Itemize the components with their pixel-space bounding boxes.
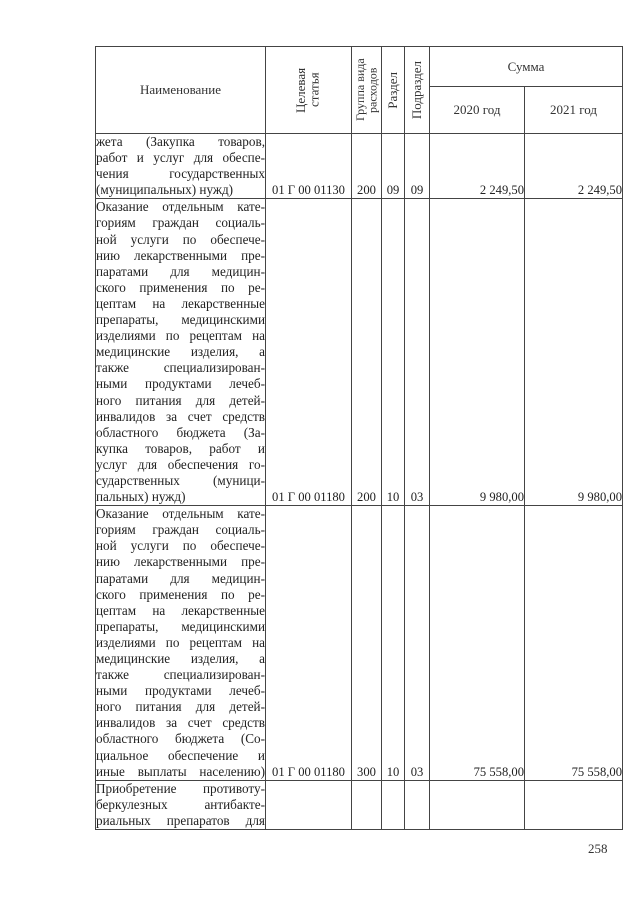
name-line: медицинские изделия, а <box>96 651 265 666</box>
row-sum-2020: 75 558,00 <box>430 506 525 781</box>
row-sum-2020: 2 249,50 <box>430 134 525 199</box>
row-group <box>352 780 382 829</box>
name-line: чения государственных <box>96 166 265 182</box>
name-line: препараты, медицинскими <box>96 618 265 634</box>
header-subsection-label: Подраздел <box>409 60 425 120</box>
row-article: 01 Г 00 01180 <box>266 506 352 781</box>
row-sum-2021 <box>525 780 623 829</box>
name-line: услуг для обеспечения го- <box>96 456 265 472</box>
row-name <box>96 199 266 506</box>
page-number: 258 <box>588 841 608 856</box>
row-article: 01 Г 00 01130 <box>266 134 352 199</box>
name-line: цептам на лекарственные <box>96 602 265 618</box>
name-line: инвалидов за счет средств <box>96 715 265 731</box>
name-line: ского применения по ре- <box>96 586 265 602</box>
row-section: 09 <box>382 134 405 199</box>
name-line: циальное обеспечение и <box>96 747 265 763</box>
name-line: областного бюджета (За- <box>96 424 265 440</box>
name-line: беркулезных антибакте- <box>96 796 265 812</box>
header-year-2021: 2021 год <box>525 87 623 134</box>
name-line: пальных) нужд) <box>96 489 186 505</box>
name-line: нию лекарственными пре- <box>96 247 265 263</box>
name-line: ными продуктами лечеб- <box>96 683 265 699</box>
name-line: также специализирован- <box>96 360 265 376</box>
row-sum-2021: 9 980,00 <box>525 199 623 506</box>
table-row <box>96 506 623 781</box>
table-row <box>96 199 623 506</box>
row-article <box>266 780 352 829</box>
row-section: 10 <box>382 506 405 781</box>
name-line: иные выплаты населению) <box>96 763 265 779</box>
name-line: Оказание отдельным кате- <box>96 199 265 215</box>
name-line: цептам на лекарственные <box>96 295 265 311</box>
header-group-label: Группа вида расходов <box>352 58 380 122</box>
name-line: областного бюджета (Со- <box>96 731 265 747</box>
header-year-2020: 2020 год <box>430 87 525 134</box>
name-line: риальных препаратов для <box>96 812 265 828</box>
name-line: препараты, медицинскими <box>96 312 265 328</box>
row-article: 01 Г 00 01180 <box>266 199 352 506</box>
name-line: медицинские изделия, а <box>96 344 265 360</box>
name-line: работ и услуг для обеспе- <box>96 150 265 166</box>
header-subsection <box>405 47 430 134</box>
table-row <box>96 780 623 829</box>
name-line: купка товаров, работ и <box>96 440 265 456</box>
budget-table <box>95 46 623 830</box>
row-subsection <box>405 780 430 829</box>
row-section <box>382 780 405 829</box>
name-line: ными продуктами лечеб- <box>96 376 265 392</box>
row-subsection: 03 <box>405 199 430 506</box>
row-section: 10 <box>382 199 405 506</box>
row-sum-2020: 9 980,00 <box>430 199 525 506</box>
row-name <box>96 780 266 829</box>
name-line: гориям граждан социаль- <box>96 522 265 538</box>
name-line: паратами для медицин- <box>96 263 265 279</box>
row-name <box>96 506 266 781</box>
header-sum: Сумма <box>430 47 623 87</box>
name-line: изделиями по рецептам на <box>96 328 265 344</box>
header-group <box>352 47 382 134</box>
name-line: сударственных (муници- <box>96 472 265 488</box>
header-article <box>266 47 352 134</box>
name-line: ной услуги по обеспече- <box>96 538 265 554</box>
table-row <box>96 134 623 199</box>
row-name <box>96 134 266 199</box>
header-article-label: Целевая статья <box>292 67 322 113</box>
row-group: 200 <box>352 199 382 506</box>
header-name: Наименование <box>96 47 266 134</box>
name-line: жета (Закупка товаров, <box>96 134 265 149</box>
row-sum-2021: 2 249,50 <box>525 134 623 199</box>
row-group: 200 <box>352 134 382 199</box>
name-line: нию лекарственными пре- <box>96 554 265 570</box>
name-line: изделиями по рецептам на <box>96 634 265 650</box>
name-line: ного питания для детей- <box>96 699 265 715</box>
name-line: гориям граждан социаль- <box>96 215 265 231</box>
row-subsection: 09 <box>405 134 430 199</box>
name-line: инвалидов за счет средств <box>96 408 265 424</box>
row-sum-2020 <box>430 780 525 829</box>
budget-table-sheet <box>95 46 622 828</box>
name-line: ной услуги по обеспече- <box>96 231 265 247</box>
header-section-label: Раздел <box>385 71 401 109</box>
name-line: Приобретение противоту- <box>96 780 265 796</box>
header-section <box>382 47 405 134</box>
row-subsection: 03 <box>405 506 430 781</box>
name-line: ского применения по ре- <box>96 279 265 295</box>
name-line: (муниципальных) нужд) <box>96 182 234 198</box>
name-line: также специализирован- <box>96 667 265 683</box>
name-line: паратами для медицин- <box>96 570 265 586</box>
name-line: ного питания для детей- <box>96 392 265 408</box>
row-group: 300 <box>352 506 382 781</box>
row-sum-2021: 75 558,00 <box>525 506 623 781</box>
name-line: Оказание отдельным кате- <box>96 506 265 522</box>
